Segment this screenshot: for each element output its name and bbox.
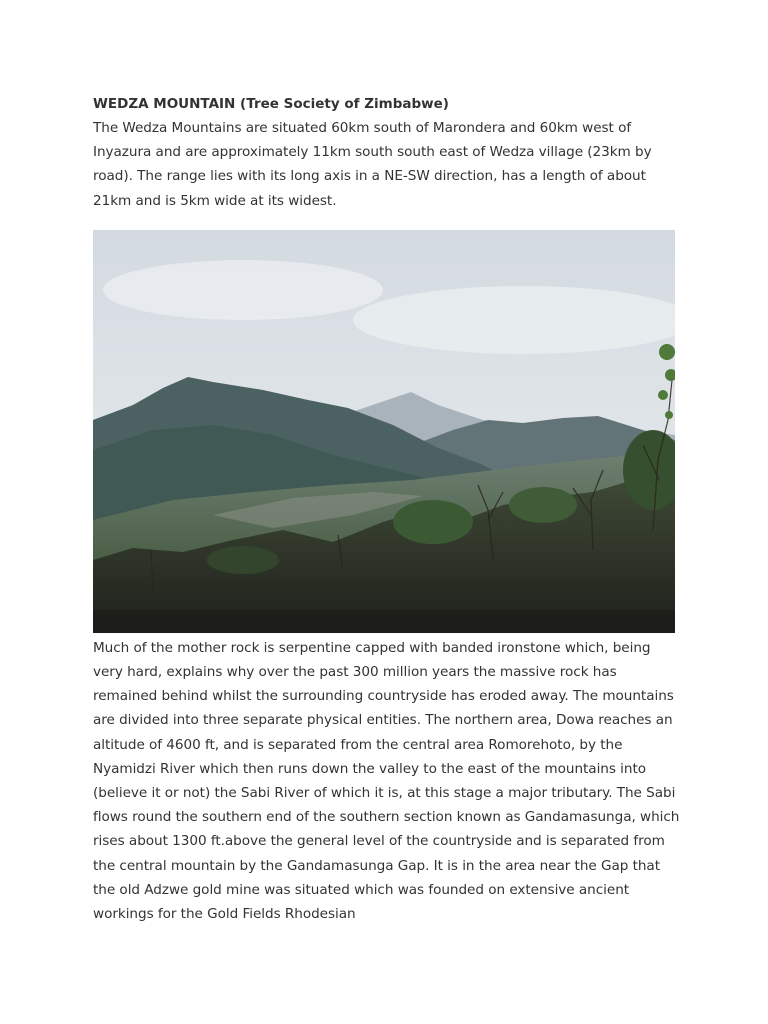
shrub: [393, 500, 473, 544]
mountain-landscape-illustration: [93, 230, 675, 633]
mountain-landscape-photo: [93, 230, 675, 633]
intro-paragraph: The Wedza Mountains are situated 60km south of Marondera and 60km west of Inyazura and are approximately 11km south south east of Wedza village (23km by road). The range lies with its long axis in a NE-SW direction, has a length of about 21km and is 5km wide at its widest.: [93, 120, 652, 209]
ground: [93, 610, 675, 633]
cloud: [103, 260, 383, 320]
document-page: [93, 92, 683, 926]
document-title: WEDZA MOUNTAIN (Tree Society of Zimbabwe): [93, 96, 449, 112]
shrub: [207, 546, 279, 574]
body-paragraph: Much of the mother rock is serpentine capped with banded ironstone which, being very hard, explains why over the past 300 million years the massive rock has remained behind whilst the surrounding countryside has eroded away. The mountains are divided into three separate physical entities. The northern area, Dowa reaches an altitude of 4600 ft, and is separated from the central area Romorehoto, by the Nyamidzi River which then runs down the valley to the east of the mountains into (believe it or not) the Sabi River of which it is, at this stage a major tributary. The Sabi flows round the southern end of the southern section known as Gandamasunga, which rises about 1300 ft.above the general level of the countryside and is separated from the central mountain by the Gandamasunga Gap. It is in the area near the Gap that the old Adzwe gold mine was situated which was founded on extensive ancient workings for the Gold Fields Rhodesian: [93, 639, 680, 923]
shrub: [509, 487, 577, 523]
